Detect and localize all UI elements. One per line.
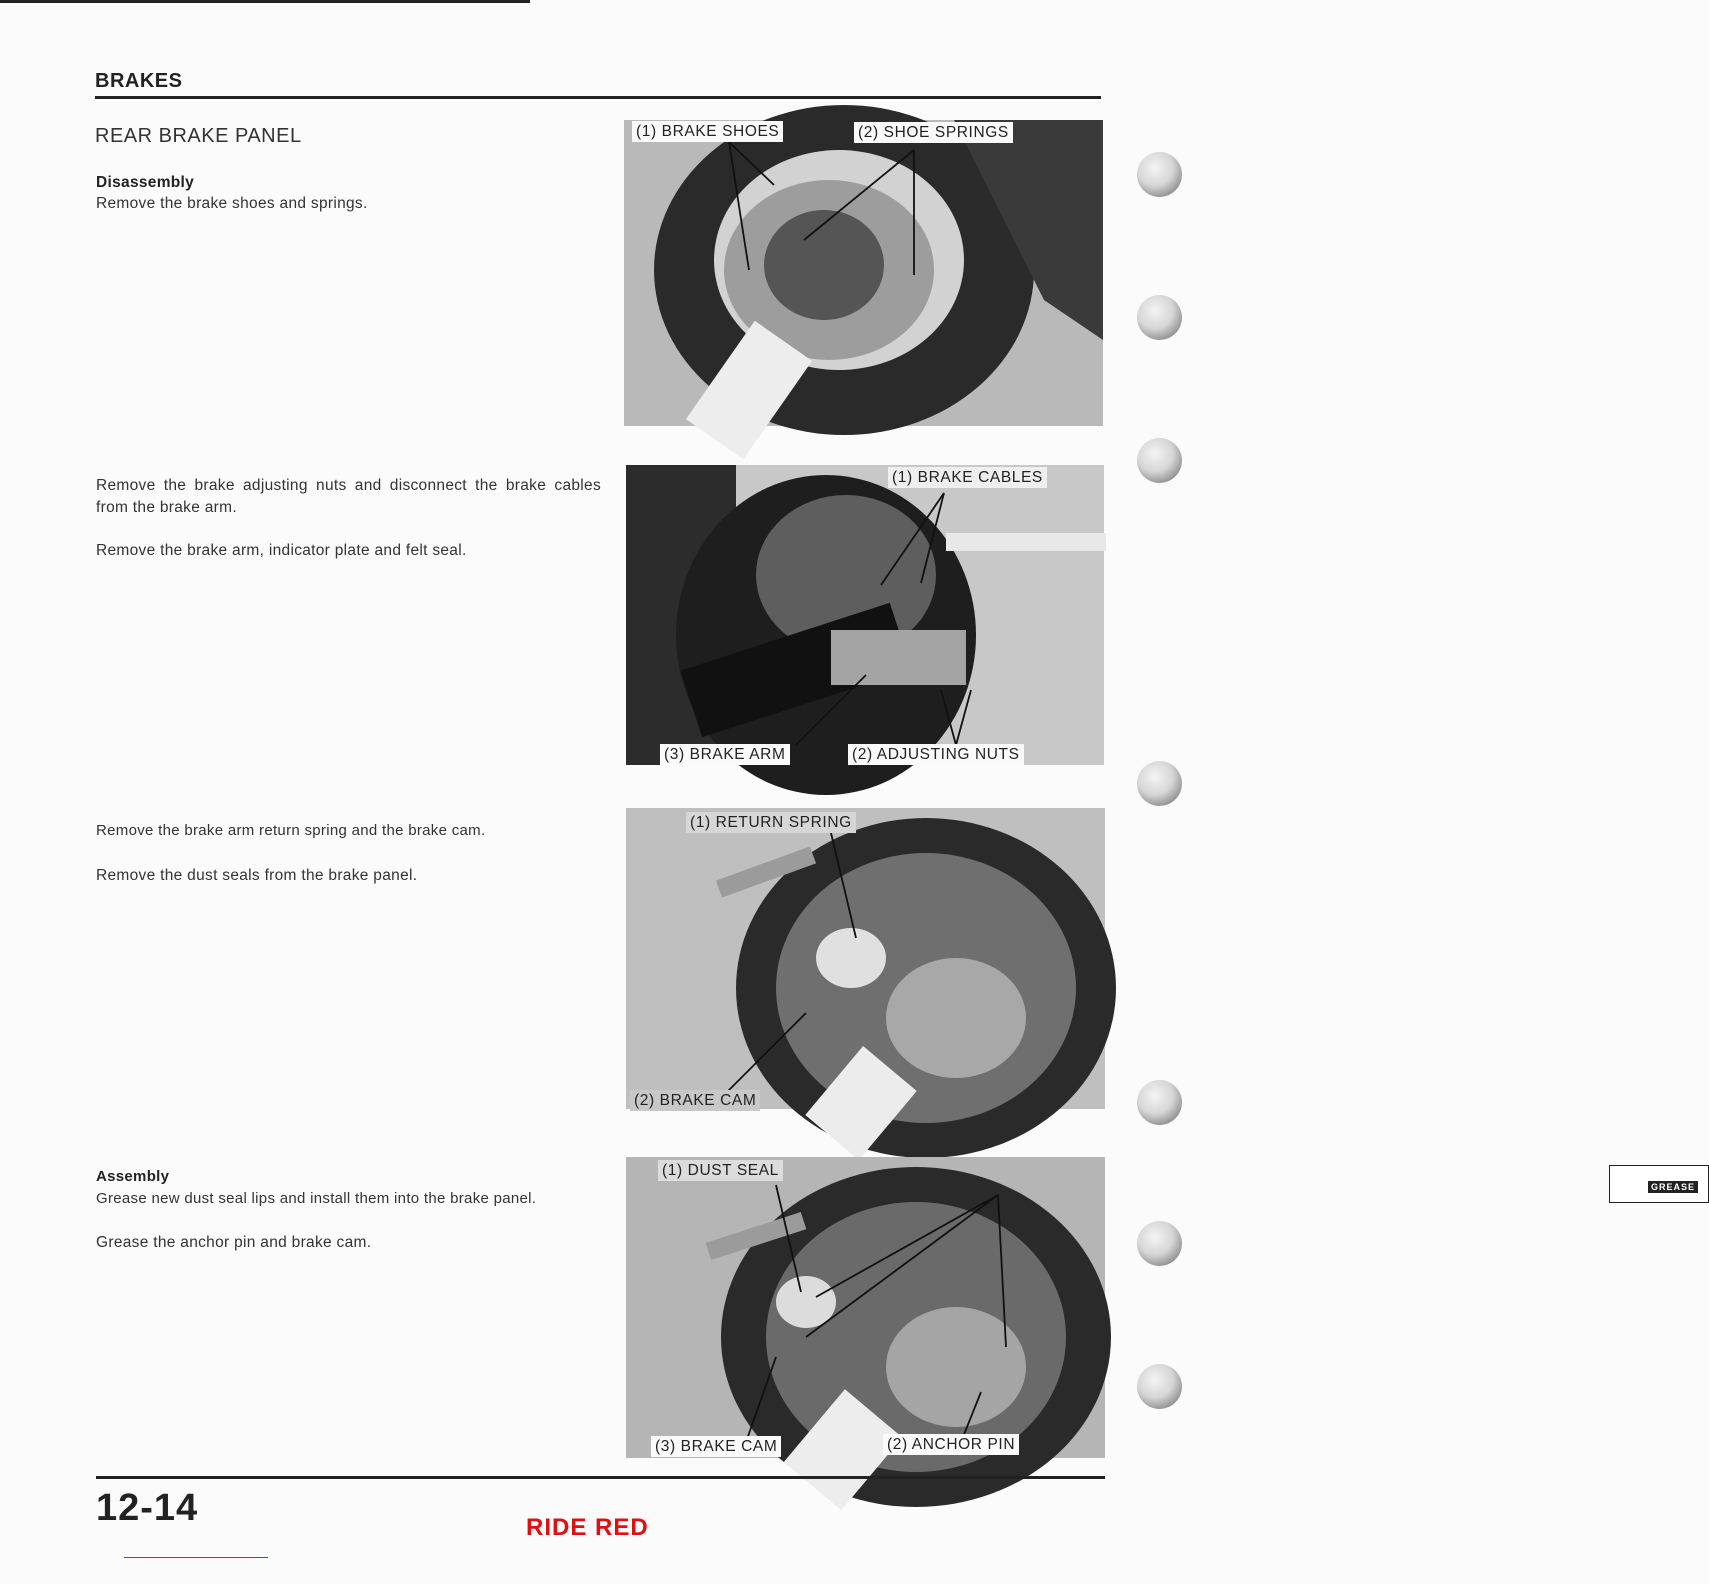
dust-seal-illustration — [626, 1157, 1105, 1458]
binder-hole — [1137, 1221, 1182, 1266]
binder-hole — [1137, 1364, 1182, 1409]
assembly-heading: Assembly — [96, 1168, 170, 1185]
step-dust-seals-text: Remove the dust seals from the brake panel. — [96, 867, 418, 884]
footer-link-line — [124, 1557, 268, 1558]
header-rule — [95, 96, 1101, 99]
grease-badge — [1609, 1165, 1709, 1203]
return-spring-illustration — [626, 808, 1105, 1109]
figure-dust-seal-photo — [626, 1157, 1695, 1458]
step-adjusting-nuts-text: Remove the brake adjusting nuts and disconnect the brake cables from the brake arm. — [96, 477, 601, 516]
step-return-spring-text: Remove the brake arm return spring and the brake cam. — [96, 822, 486, 839]
binder-hole — [1137, 295, 1182, 340]
label-shoe-springs: (2) SHOE SPRINGS — [854, 122, 1013, 143]
footer-rule — [96, 1476, 1105, 1479]
label-brake-arm: (3) BRAKE ARM — [660, 744, 790, 765]
section-title: BRAKES — [95, 70, 183, 92]
binder-hole — [1137, 1080, 1182, 1125]
figure-brake-shoes-photo — [624, 120, 1103, 426]
top-rule — [0, 0, 530, 3]
page-number: 12-14 — [96, 1487, 199, 1529]
label-adjusting-nuts: (2) ADJUSTING NUTS — [848, 744, 1024, 765]
grease-badge-label: GREASE — [1648, 1181, 1698, 1193]
brake-cables-illustration — [626, 465, 1104, 765]
brake-shoes-illustration — [624, 120, 1103, 426]
label-brake-cam: (3) BRAKE CAM — [651, 1436, 781, 1457]
binder-hole — [1137, 761, 1182, 806]
label-dust-seal: (1) DUST SEAL — [658, 1160, 783, 1181]
binder-hole — [1137, 438, 1182, 483]
step-grease-text: Grease the anchor pin and brake cam. — [96, 1234, 372, 1251]
label-brake-shoes: (1) BRAKE SHOES — [632, 121, 783, 142]
figure-return-spring-photo — [626, 808, 1105, 1109]
label-anchor-pin: (2) ANCHOR PIN — [883, 1434, 1019, 1455]
page-title: REAR BRAKE PANEL — [95, 125, 302, 147]
brand-logo: RIDE RED — [526, 1514, 649, 1541]
label-return-spring: (1) RETURN SPRING — [686, 812, 856, 833]
label-brake-cam: (2) BRAKE CAM — [630, 1090, 760, 1111]
assembly-text: Grease new dust seal lips and install them into the brake panel. — [96, 1190, 537, 1207]
binder-hole — [1137, 152, 1182, 197]
figure-brake-cables-photo — [626, 465, 1104, 765]
label-brake-cables: (1) BRAKE CABLES — [888, 467, 1047, 488]
disassembly-heading: Disassembly — [96, 174, 195, 191]
disassembly-text: Remove the brake shoes and springs. — [96, 195, 368, 212]
step-brake-arm-text: Remove the brake arm, indicator plate and felt seal. — [96, 542, 467, 559]
